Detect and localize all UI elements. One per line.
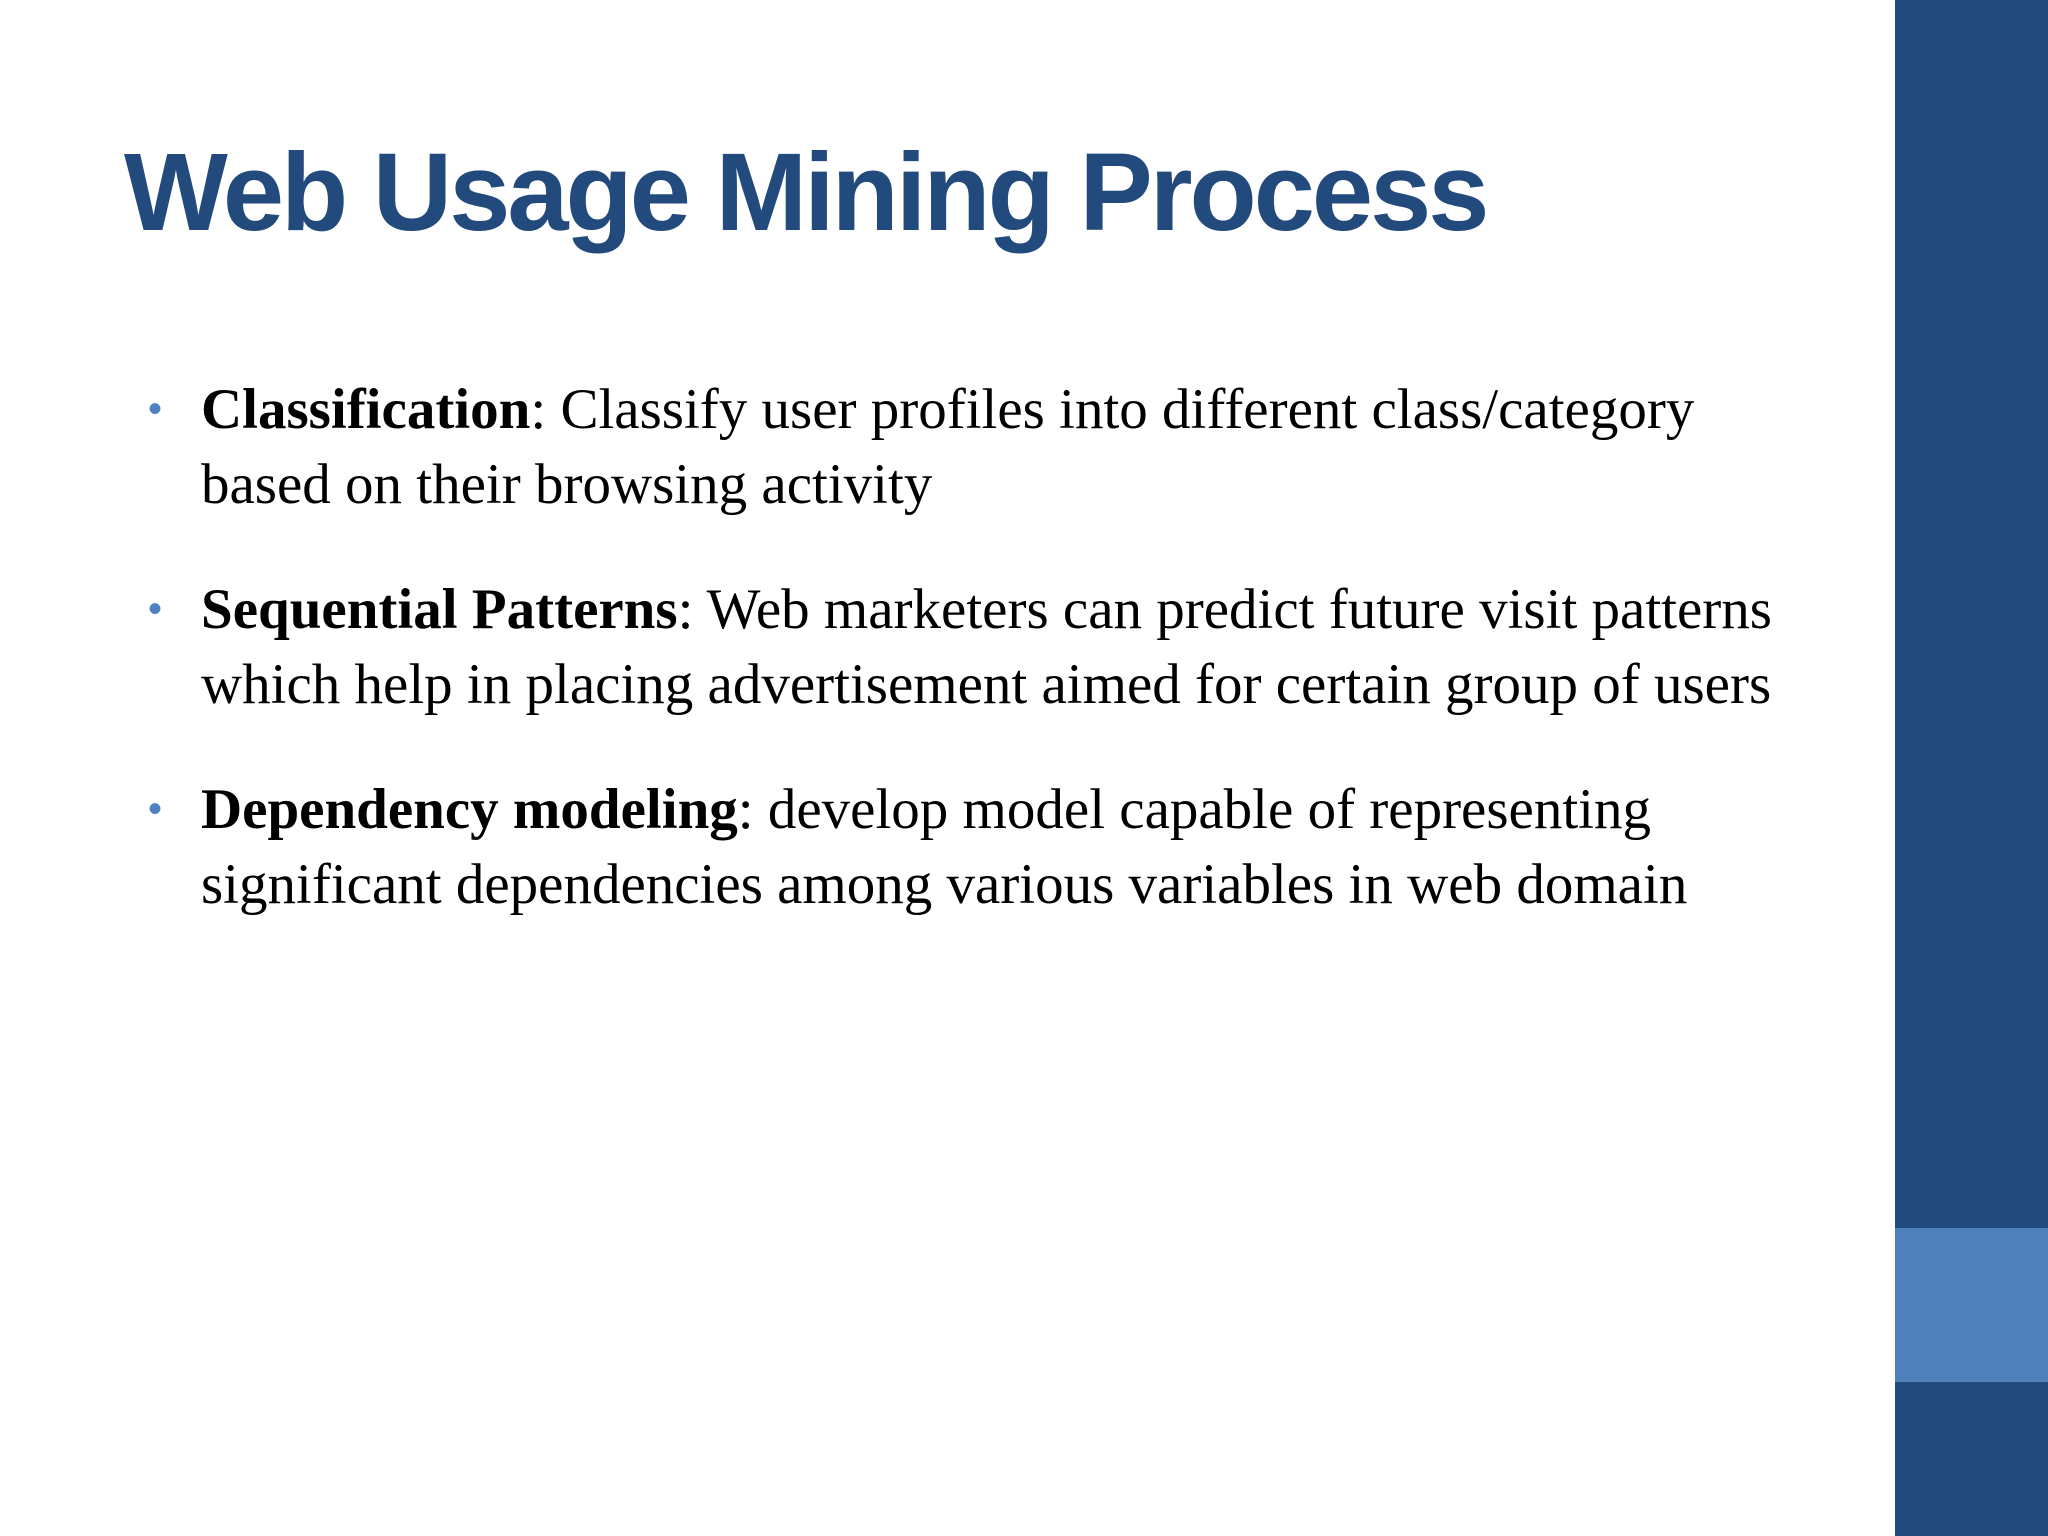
bullet-separator: : [677,578,694,641]
bullet-item-classification [144,372,1784,522]
bullet-item-sequential-patterns [144,572,1784,722]
bullet-text: Classify user profiles into different class/category based on their browsing activity [201,378,1695,516]
slide-title: Web Usage Mining Process [124,131,1487,254]
bullet-text: develop model capable of representing significant dependencies among various variables in web domain [201,778,1688,916]
bullet-dot-icon: • [148,587,163,631]
bullet-term: Dependency modeling [201,778,738,841]
bullet-list [144,372,1784,972]
bullet-dot-icon: • [148,787,163,831]
bullet-text: Web marketers can predict future visit patterns which help in placing advertisement aimed for certain group of users [201,578,1772,716]
bullet-separator: : [530,378,547,441]
bullet-item-dependency-modeling [144,772,1784,922]
bullet-term: Classification [201,378,531,441]
side-bar-accent-block [1895,1228,2048,1382]
bullet-separator: : [737,778,754,841]
bullet-term: Sequential Patterns [201,578,678,641]
bullet-dot-icon: • [148,387,163,431]
